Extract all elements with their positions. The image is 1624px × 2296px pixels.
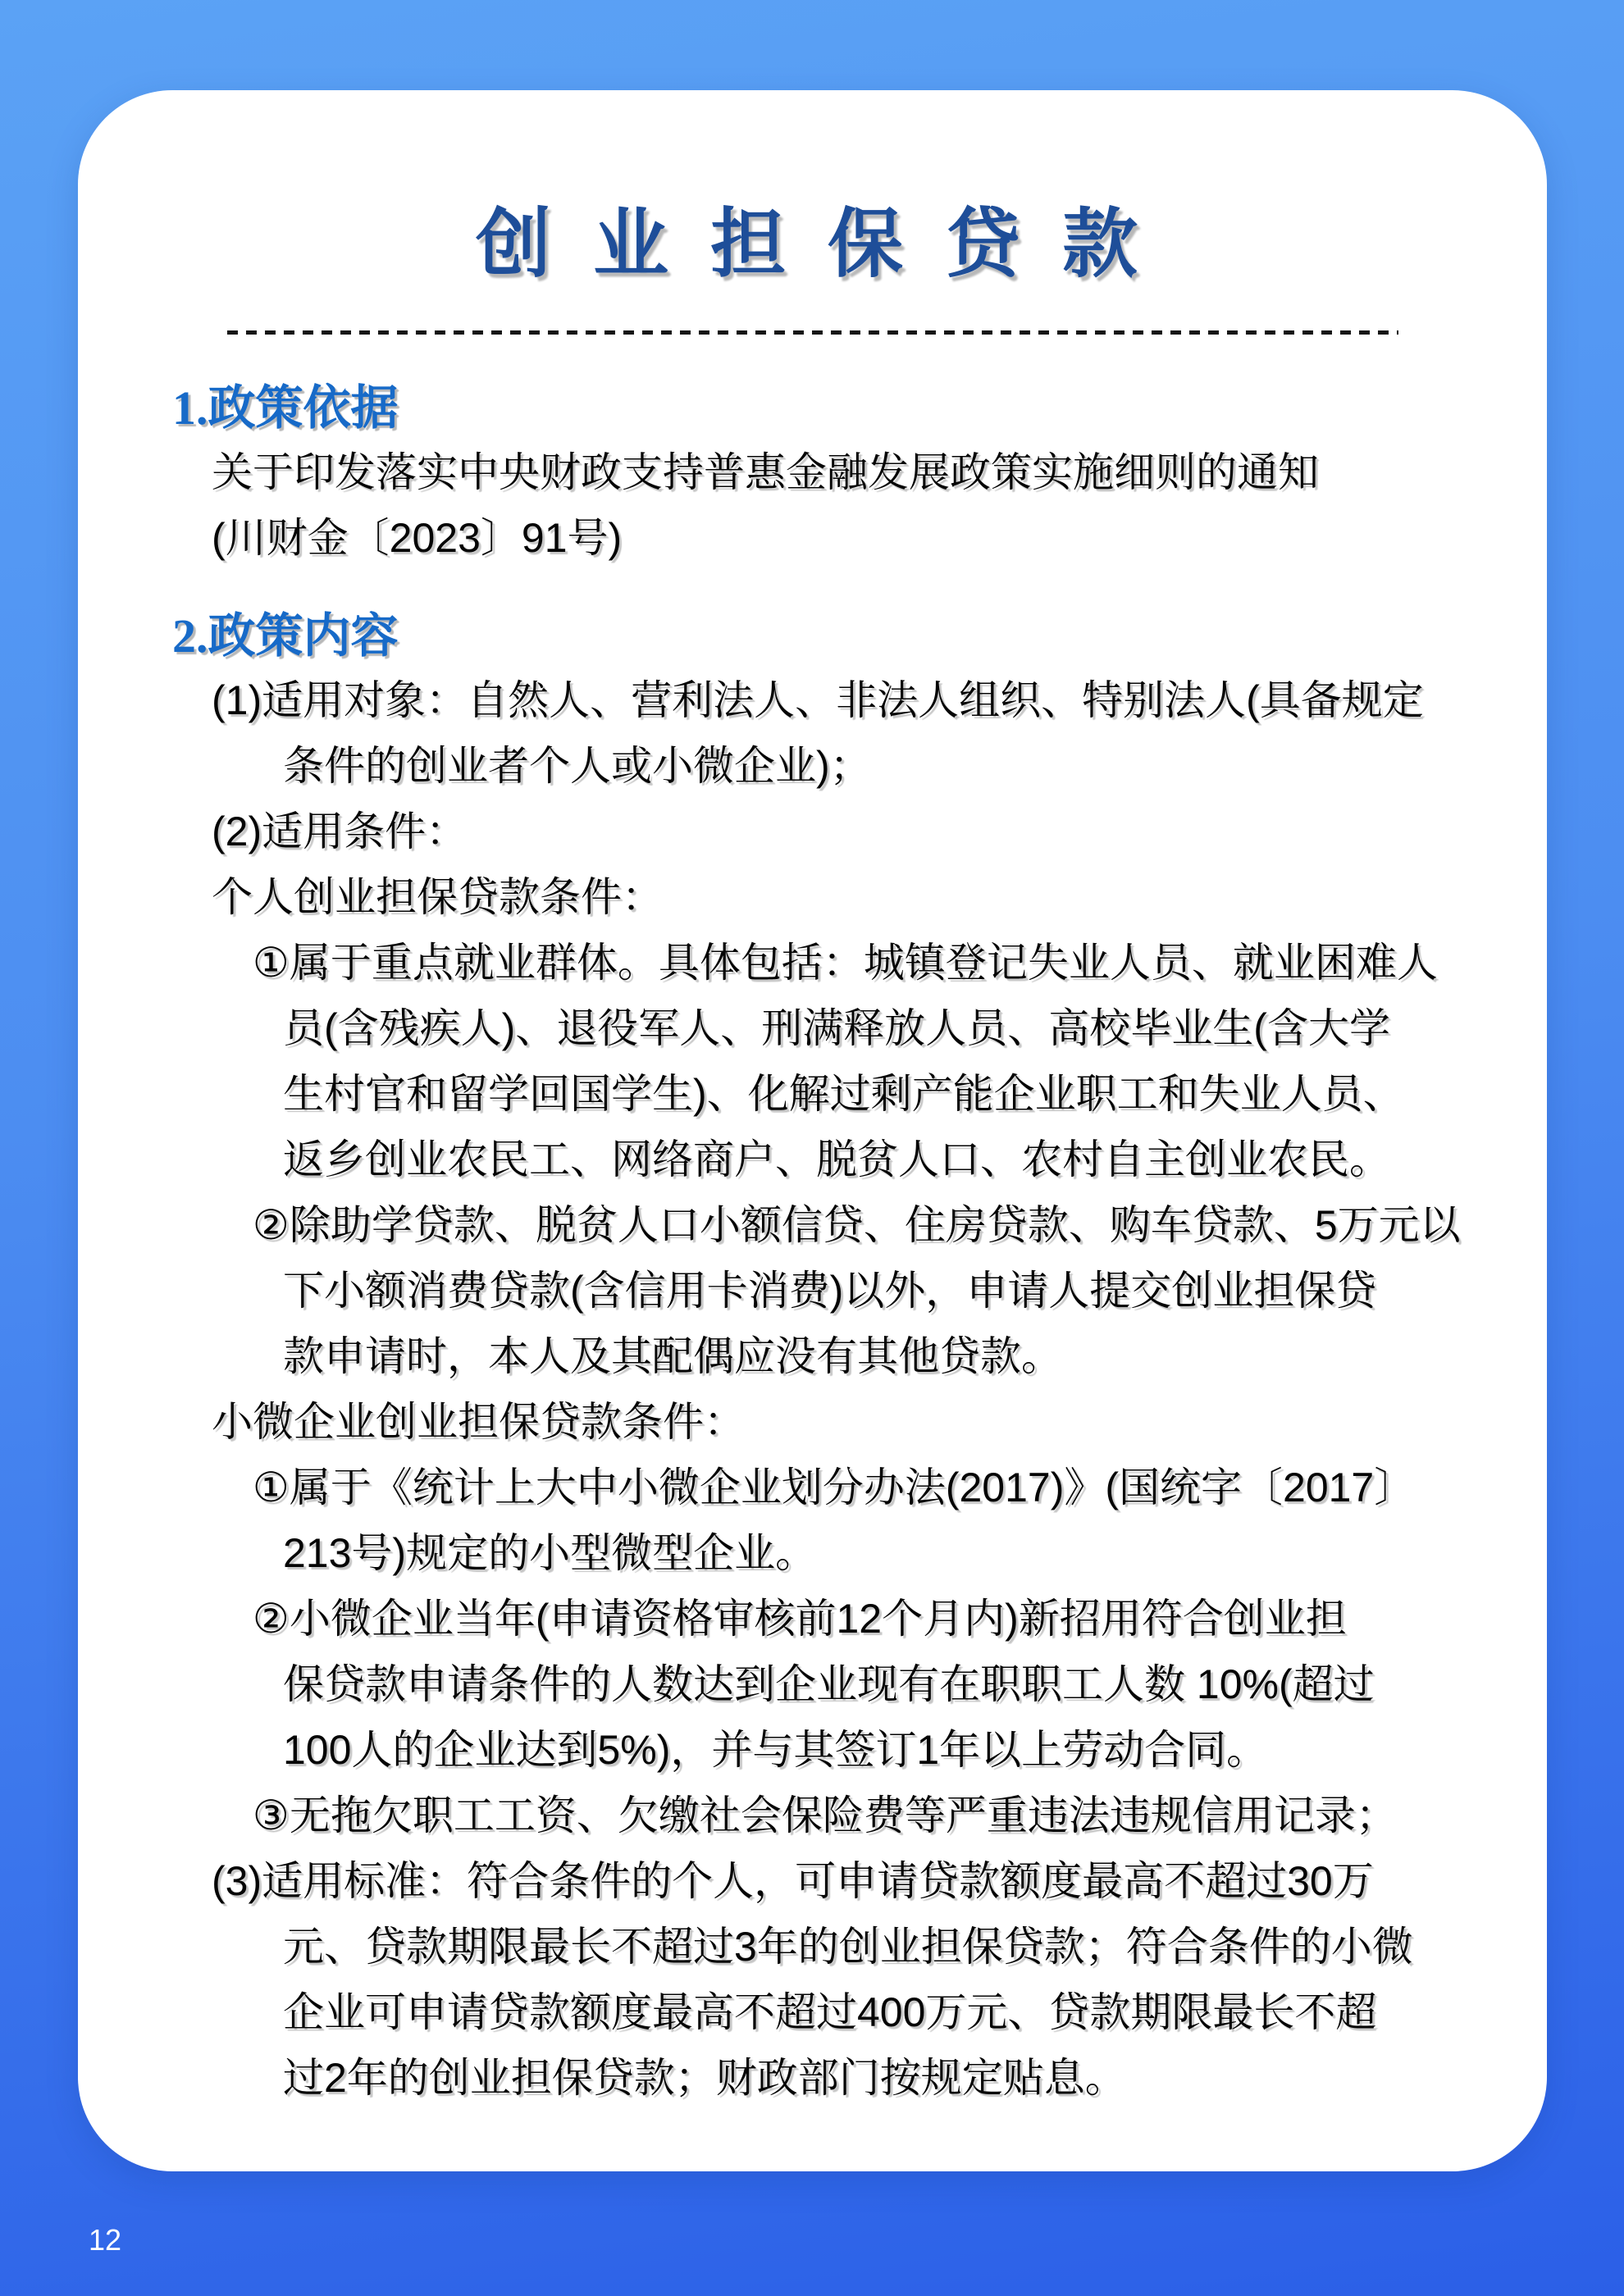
policy-content-line: 下小额消费贷款(含信用卡消费)以外，申请人提交创业担保贷 [283,1268,1377,1314]
policy-content-line: 保贷款申请条件的人数达到企业现有在职职工人数 10%(超过 [283,1661,1375,1707]
policy-content-line: 条件的创业者个人或小微企业)； [283,743,871,789]
policy-content-line: 个人创业担保贷款条件： [212,874,663,920]
policy-content-line: 213号)规定的小型微型企业。 [283,1530,817,1576]
policy-content-line: ②小微企业当年(申请资格审核前12个月内)新招用符合创业担 [253,1596,1347,1642]
section-basis-heading: 1.政策依据 [172,381,399,435]
policy-basis-line: 关于印发落实中央财政支持普惠金融发展政策实施细则的通知 [212,449,1319,495]
policy-content-line: (1)适用对象：自然人、营利法人、非法人组织、特别法人(具备规定 [212,677,1424,723]
policy-content-line: 款申请时，本人及其配偶应没有其他贷款。 [283,1333,1062,1379]
policy-content-line: (2)适用条件： [212,809,468,854]
page-number: 12 [89,2223,122,2257]
policy-content-line: ③无拖欠职工工资、欠缴社会保险费等严重违法违规信用记录； [253,1793,1397,1838]
policy-content-line: 元、贷款期限最长不超过3年的创业担保贷款；符合条件的小微 [283,1924,1413,1970]
policy-content-line: 企业可申请贷款额度最高不超过400万元、贷款期限最长不超 [283,1989,1377,2035]
policy-content-line: 小微企业创业担保贷款条件： [212,1399,745,1445]
content-card [78,90,1547,2171]
policy-content-line: 过2年的创业担保贷款；财政部门按规定贴息。 [283,2055,1126,2101]
title-divider [227,330,1398,335]
policy-basis-line: (川财金〔2023〕91号) [212,515,623,561]
policy-content-line: 100人的企业达到5%)，并与其签订1年以上劳动合同。 [283,1727,1268,1773]
policy-content-line: 返乡创业农民工、网络商户、脱贫人口、农村自主创业农民。 [283,1137,1390,1182]
section-content-heading: 2.政策内容 [172,609,399,663]
policy-content-line: 生村官和留学回国学生)、化解过剩产能企业职工和失业人员、 [283,1071,1404,1117]
policy-content-line: ②除助学贷款、脱贫人口小额信贷、住房贷款、购车贷款、5万元以 [253,1202,1461,1248]
policy-content-line: (3)适用标准：符合条件的个人，可申请贷款额度最高不超过30万 [212,1858,1374,1904]
policy-content-line: 员(含残疾人)、退役军人、刑满释放人员、高校毕业生(含大学 [283,1005,1390,1051]
policy-content-line: ①属于重点就业群体。具体包括：城镇登记失业人员、就业困难人 [253,940,1438,986]
policy-content-line: ①属于《统计上大中小微企业划分办法(2017)》(国统字〔2017〕 [253,1465,1416,1510]
page-title: 创 业 担 保 贷 款 [475,203,1149,286]
